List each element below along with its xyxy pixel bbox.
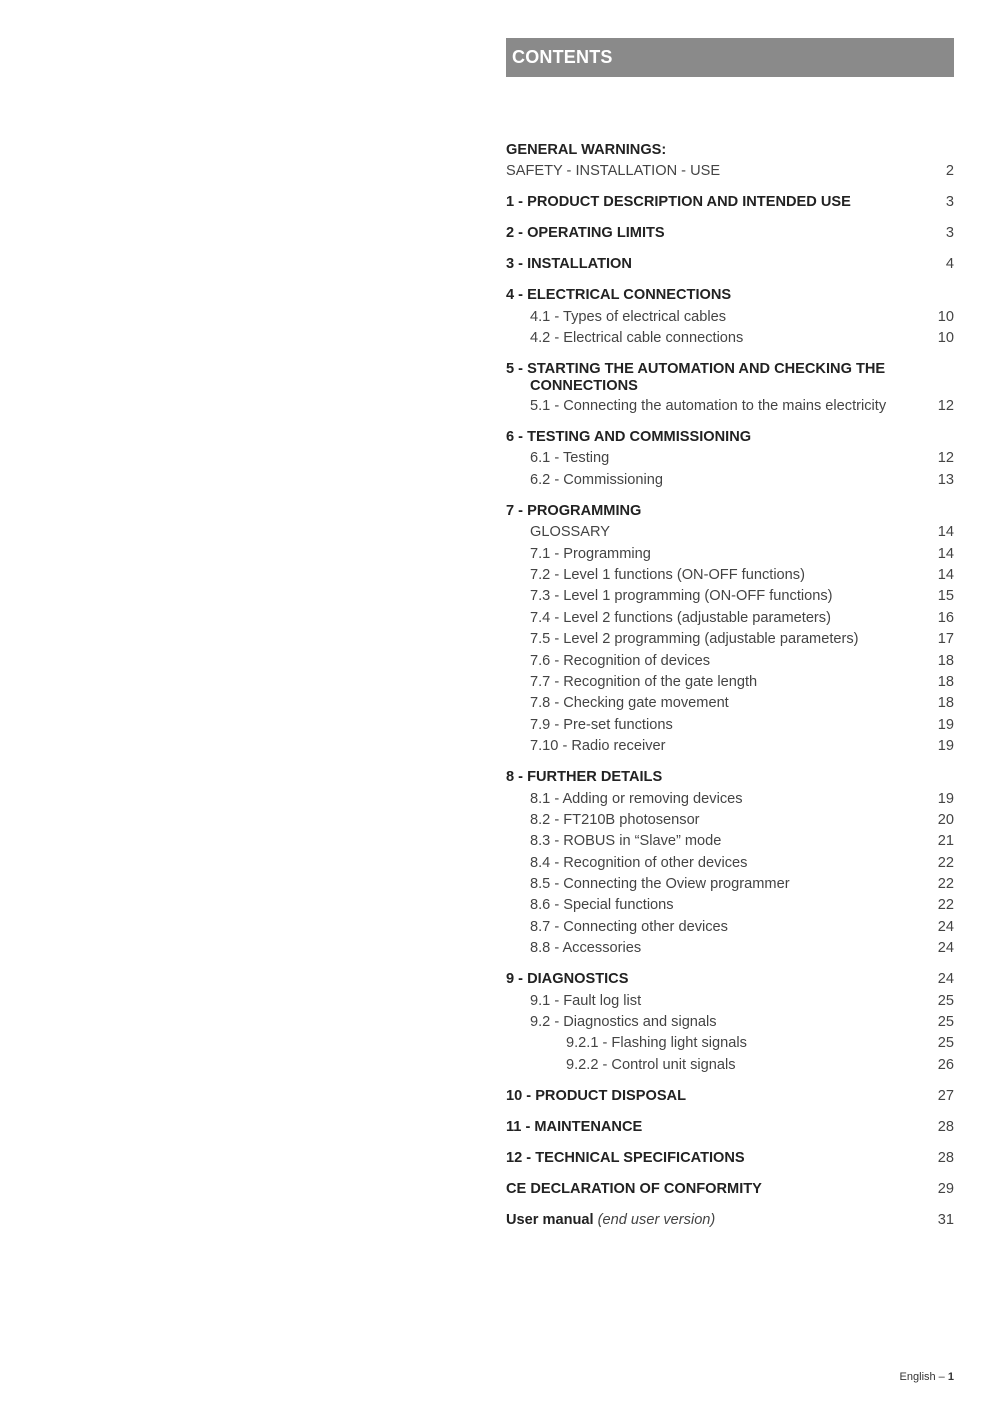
toc-item-7-1[interactable] xyxy=(506,544,954,565)
toc-item-label: 8.6 - Special functions xyxy=(530,897,674,914)
footer-language: English – xyxy=(899,1371,945,1383)
toc-section-label: 9 - DIAGNOSTICS xyxy=(506,971,629,988)
toc-item-label: GLOSSARY xyxy=(530,524,611,541)
toc-section-label: 4 - ELECTRICAL CONNECTIONS xyxy=(506,287,732,304)
table-of-contents xyxy=(506,140,954,1231)
toc-item-label: 7.3 - Level 1 programming (ON-OFF functions) xyxy=(530,588,833,605)
toc-page-number: 25 xyxy=(937,1014,954,1031)
toc-item-label: 9.1 - Fault log list xyxy=(530,992,642,1009)
toc-page-number: 14 xyxy=(937,545,954,562)
toc-item-label: SAFETY - INSTALLATION - USE xyxy=(506,163,721,180)
toc-item-label: 7.10 - Radio receiver xyxy=(530,738,666,755)
toc-item-label: 6.1 - Testing xyxy=(530,450,610,467)
toc-item-4-1[interactable] xyxy=(506,307,954,328)
toc-section-8[interactable] xyxy=(506,767,954,788)
toc-item-label: 8.5 - Connecting the Oview programmer xyxy=(530,876,790,893)
toc-section-5[interactable] xyxy=(506,359,954,396)
user-manual-title: User manual xyxy=(506,1211,594,1228)
toc-section-4[interactable] xyxy=(506,285,954,306)
toc-item-label: 9.2.2 - Control unit signals xyxy=(566,1056,736,1073)
toc-section-1[interactable] xyxy=(506,192,954,213)
toc-item-label: 7.9 - Pre-set functions xyxy=(530,716,673,733)
toc-item-label: 7.2 - Level 1 functions (ON-OFF functions) xyxy=(530,567,805,584)
toc-section-label-line2: CONNECTIONS xyxy=(530,377,638,394)
page-title: CONTENTS xyxy=(512,47,613,67)
toc-item-8-3[interactable] xyxy=(506,831,954,852)
toc-item-7-7[interactable] xyxy=(506,672,954,693)
toc-item-7-3[interactable] xyxy=(506,586,954,607)
toc-item-8-7[interactable] xyxy=(506,917,954,938)
toc-page-number: 10 xyxy=(937,308,954,325)
toc-page-number: 19 xyxy=(937,716,954,733)
toc-section-label: 1 - PRODUCT DESCRIPTION AND INTENDED USE xyxy=(506,194,851,211)
toc-page-number: 3 xyxy=(945,225,954,242)
toc-item-label: 9.2 - Diagnostics and signals xyxy=(530,1014,717,1031)
toc-section-label: 8 - FURTHER DETAILS xyxy=(506,769,663,786)
toc-item-9-1[interactable] xyxy=(506,991,954,1012)
toc-item-label: 7.6 - Recognition of devices xyxy=(530,652,711,669)
toc-safety-item[interactable] xyxy=(506,161,954,182)
toc-page-number: 22 xyxy=(937,876,954,893)
toc-item-label: 8.8 - Accessories xyxy=(530,940,642,957)
page-footer xyxy=(900,1371,954,1383)
toc-item-8-1[interactable] xyxy=(506,789,954,810)
toc-page-number: 25 xyxy=(937,1035,954,1052)
toc-page-number: 21 xyxy=(937,833,954,850)
toc-section-7[interactable] xyxy=(506,501,954,522)
toc-section-label: GENERAL WARNINGS: xyxy=(506,142,667,158)
toc-section-label: 2 - OPERATING LIMITS xyxy=(506,225,665,242)
toc-general-warnings[interactable] xyxy=(506,140,954,161)
toc-page-number: 27 xyxy=(937,1087,954,1104)
toc-item-label: 8.1 - Adding or removing devices xyxy=(530,790,743,807)
toc-page-number: 12 xyxy=(937,450,954,467)
toc-page-number: 15 xyxy=(937,588,954,605)
toc-item-7-9[interactable] xyxy=(506,715,954,736)
toc-item-9-2-1[interactable] xyxy=(506,1033,954,1054)
toc-item-label: 8.4 - Recognition of other devices xyxy=(530,854,748,871)
toc-item-9-2[interactable] xyxy=(506,1012,954,1033)
toc-page-number: 12 xyxy=(937,398,954,415)
toc-section-6[interactable] xyxy=(506,427,954,448)
toc-page-number: 24 xyxy=(937,940,954,957)
toc-section-label: 6 - TESTING AND COMMISSIONING xyxy=(506,429,752,446)
toc-section-label: 12 - TECHNICAL SPECIFICATIONS xyxy=(506,1149,745,1166)
toc-section-label: 10 - PRODUCT DISPOSAL xyxy=(506,1087,687,1104)
toc-page-number: 24 xyxy=(937,918,954,935)
toc-item-glossary[interactable] xyxy=(506,522,954,543)
toc-item-6-1[interactable] xyxy=(506,448,954,469)
toc-section-12[interactable] xyxy=(506,1148,954,1169)
toc-item-7-2[interactable] xyxy=(506,565,954,586)
toc-section-9[interactable] xyxy=(506,969,954,990)
toc-user-manual[interactable] xyxy=(506,1210,954,1231)
toc-item-label: 4.1 - Types of electrical cables xyxy=(530,308,727,325)
toc-item-9-2-2[interactable] xyxy=(506,1055,954,1076)
toc-section-label xyxy=(506,1210,715,1231)
toc-item-label: 7.8 - Checking gate movement xyxy=(530,695,729,712)
toc-page-number: 29 xyxy=(937,1180,954,1197)
toc-page-number: 3 xyxy=(945,194,954,211)
toc-page-number: 14 xyxy=(937,567,954,584)
toc-page-number: 14 xyxy=(937,524,954,541)
toc-item-7-4[interactable] xyxy=(506,608,954,629)
toc-page-number: 4 xyxy=(945,256,954,273)
toc-section-11[interactable] xyxy=(506,1117,954,1138)
toc-page-number: 18 xyxy=(937,673,954,690)
toc-page-number: 22 xyxy=(937,897,954,914)
toc-page-number: 20 xyxy=(937,811,954,828)
toc-page-number: 31 xyxy=(937,1211,954,1228)
toc-page-number: 18 xyxy=(937,695,954,712)
toc-item-4-2[interactable] xyxy=(506,328,954,349)
toc-page-number: 19 xyxy=(937,738,954,755)
toc-page-number: 17 xyxy=(937,631,954,648)
toc-item-7-6[interactable] xyxy=(506,651,954,672)
toc-item-label: 4.2 - Electrical cable connections xyxy=(530,330,744,347)
toc-section-2[interactable] xyxy=(506,223,954,244)
footer-page-number: 1 xyxy=(947,1371,954,1383)
toc-section-label: CE DECLARATION OF CONFORMITY xyxy=(506,1180,762,1197)
toc-item-label: 8.2 - FT210B photosensor xyxy=(530,811,700,828)
toc-item-7-10[interactable] xyxy=(506,736,954,757)
toc-item-label: 8.3 - ROBUS in “Slave” mode xyxy=(530,833,722,850)
toc-section-label-line1: 5 - STARTING THE AUTOMATION AND CHECKING THE xyxy=(506,361,886,378)
toc-page-number: 24 xyxy=(937,971,954,988)
toc-item-7-5[interactable] xyxy=(506,629,954,650)
toc-item-label: 5.1 - Connecting the automation to the mains electricity xyxy=(530,398,887,415)
toc-item-label: 8.7 - Connecting other devices xyxy=(530,918,728,935)
toc-page-number: 16 xyxy=(937,609,954,626)
toc-page-number: 26 xyxy=(937,1056,954,1073)
toc-section-label: 11 - MAINTENANCE xyxy=(506,1118,643,1135)
toc-item-label: 7.7 - Recognition of the gate length xyxy=(530,673,758,690)
toc-page-number: 10 xyxy=(937,330,954,347)
toc-item-8-6[interactable] xyxy=(506,895,954,916)
toc-item-8-2[interactable] xyxy=(506,810,954,831)
toc-item-label: 9.2.1 - Flashing light signals xyxy=(566,1035,747,1052)
toc-page-number: 22 xyxy=(937,854,954,871)
toc-page-number: 25 xyxy=(937,992,954,1009)
toc-section-10[interactable] xyxy=(506,1086,954,1107)
toc-item-label: 7.5 - Level 2 programming (adjustable parameters) xyxy=(530,631,859,648)
toc-item-8-5[interactable] xyxy=(506,874,954,895)
toc-section-label: 3 - INSTALLATION xyxy=(506,256,632,273)
toc-section-label: 7 - PROGRAMMING xyxy=(506,502,642,519)
toc-page-number: 2 xyxy=(945,163,954,180)
toc-ce-declaration[interactable] xyxy=(506,1179,954,1200)
toc-section-3[interactable] xyxy=(506,254,954,275)
toc-page-number: 28 xyxy=(937,1149,954,1166)
toc-item-label: 6.2 - Commissioning xyxy=(530,471,664,488)
toc-item-7-8[interactable] xyxy=(506,693,954,714)
contents-header xyxy=(506,38,954,77)
toc-page-number: 18 xyxy=(937,652,954,669)
toc-page-number: 28 xyxy=(937,1118,954,1135)
toc-item-5-1[interactable] xyxy=(506,396,954,417)
toc-item-8-4[interactable] xyxy=(506,853,954,874)
toc-item-6-2[interactable] xyxy=(506,470,954,491)
toc-item-8-8[interactable] xyxy=(506,938,954,959)
toc-page-number: 13 xyxy=(937,471,954,488)
toc-item-label: 7.4 - Level 2 functions (adjustable parameters) xyxy=(530,609,831,626)
user-manual-note: (end user version) xyxy=(597,1211,716,1228)
toc-page-number: 19 xyxy=(937,790,954,807)
toc-section-label xyxy=(506,361,926,394)
toc-item-label: 7.1 - Programming xyxy=(530,545,651,562)
